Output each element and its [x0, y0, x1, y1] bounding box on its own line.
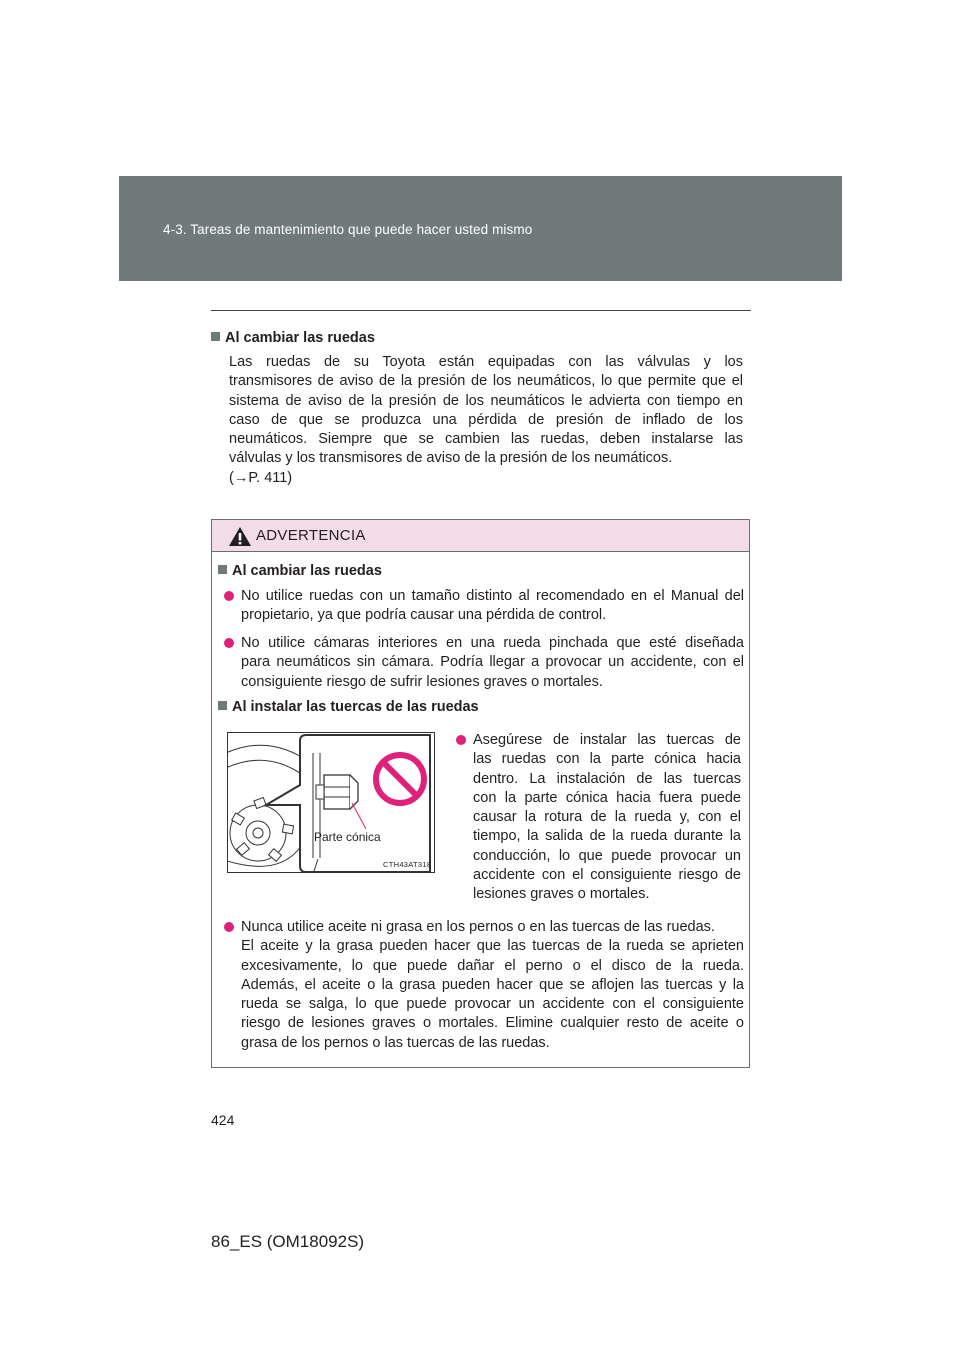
bullet-line: excesivamente, lo que puede dañar el perno o el disco de la rueda.: [241, 957, 744, 974]
bullet-line: propietario, ya que podría causar una pérdida de control.: [241, 607, 607, 624]
bullet-line: dentro. La instalación de las tuercas: [473, 770, 741, 787]
section-heading-cambiar-ruedas: Al cambiar las ruedas: [211, 330, 375, 346]
bullet-line: Asegúrese de instalar las tuercas de: [473, 732, 741, 748]
square-bullet-icon: [218, 565, 227, 574]
para-line: Las ruedas de su Toyota están equipadas con las válvulas y los: [229, 354, 743, 370]
bullet-dot-icon: [224, 591, 234, 601]
warning-heading-tuercas: Al instalar las tuercas de las ruedas: [218, 699, 479, 715]
bullet-line: No utilice cámaras interiores en una rueda pinchada que esté diseñada: [241, 635, 744, 651]
illustration-label: Parte cónica: [314, 830, 381, 844]
bullet-line: rueda se salga, lo que puede provocar un accidente con el consiguiente: [241, 996, 744, 1013]
top-divider: [211, 310, 751, 311]
bullet-line: lesiones graves o mortales.: [473, 886, 650, 903]
chapter-section-title: 4-3. Tareas de mantenimiento que puede hacer usted mismo: [163, 222, 533, 237]
chapter-header-band: [119, 176, 842, 281]
para-line: caso de que se produzca una pérdida de presión de inflado de los: [229, 411, 743, 428]
bullet-line: Nunca utilice aceite ni grasa en los pernos o en las tuercas de las ruedas.: [241, 919, 715, 935]
illustration-code: CTH43AT318: [383, 860, 432, 869]
bullet-line: causar la rotura de la rueda y, con el: [473, 809, 741, 826]
para-line: válvulas y los transmisores de aviso de la presión de los neumáticos.: [229, 450, 673, 467]
page-number: 424: [211, 1112, 235, 1128]
bullet-line: Además, el aceite o la grasa pueden hacer que se aflojen las tuercas y la: [241, 976, 744, 993]
document-code: 86_ES (OM18092S): [211, 1232, 365, 1251]
wheel-nut-drawing: [228, 733, 435, 873]
bullet-line: tiempo, la salida de la rueda durante la: [473, 828, 741, 845]
para-line: sistema de aviso de la presión de los neumáticos le advierta con tiempo en: [229, 392, 743, 409]
square-bullet-icon: [211, 332, 220, 341]
bullet-line: grasa de los pernos o las tuercas de las ruedas.: [241, 1034, 550, 1051]
wheel-nut-illustration: [227, 732, 435, 873]
page-reference: (→P. 411): [229, 469, 293, 486]
bullet-line: accidente con el consiguiente riesgo de: [473, 867, 741, 884]
warning-triangle-icon: [229, 527, 251, 546]
bullet-line: conducción, lo que puede provocar un: [473, 847, 741, 864]
para-line: neumáticos. Siempre que se cambien las ruedas, deben instalarse las: [229, 431, 743, 448]
bullet-line: No utilice ruedas con un tamaño distinto al recomendado en el Manual del: [241, 588, 744, 604]
bullet-dot-icon: [456, 735, 466, 745]
warning-heading-cambiar-ruedas: Al cambiar las ruedas: [218, 563, 382, 579]
section-paragraph: [229, 353, 743, 488]
square-bullet-icon: [218, 701, 227, 710]
bullet-line: para neumáticos sin cámara. Podría llegar a provocar un accidente, con el: [241, 654, 744, 671]
bullet-line: riesgo de lesiones graves o mortales. Elimine cualquier resto de aceite o: [241, 1015, 744, 1032]
bullet-dot-icon: [224, 638, 234, 648]
bullet-line: consiguiente riesgo de sufrir lesiones graves o mortales.: [241, 673, 603, 690]
bullet-line: El aceite y la grasa pueden hacer que las tuercas de la rueda se aprieten: [241, 938, 744, 955]
warning-title: ADVERTENCIA: [256, 527, 366, 544]
bullet-line: con la parte cónica hacia fuera puede: [473, 789, 741, 806]
para-line: transmisores de aviso de la presión de los neumáticos, lo que permite que el: [229, 373, 743, 390]
bullet-line: las ruedas con la parte cónica hacia: [473, 751, 741, 768]
warning-header: [212, 520, 749, 552]
bullet-dot-icon: [224, 922, 234, 932]
